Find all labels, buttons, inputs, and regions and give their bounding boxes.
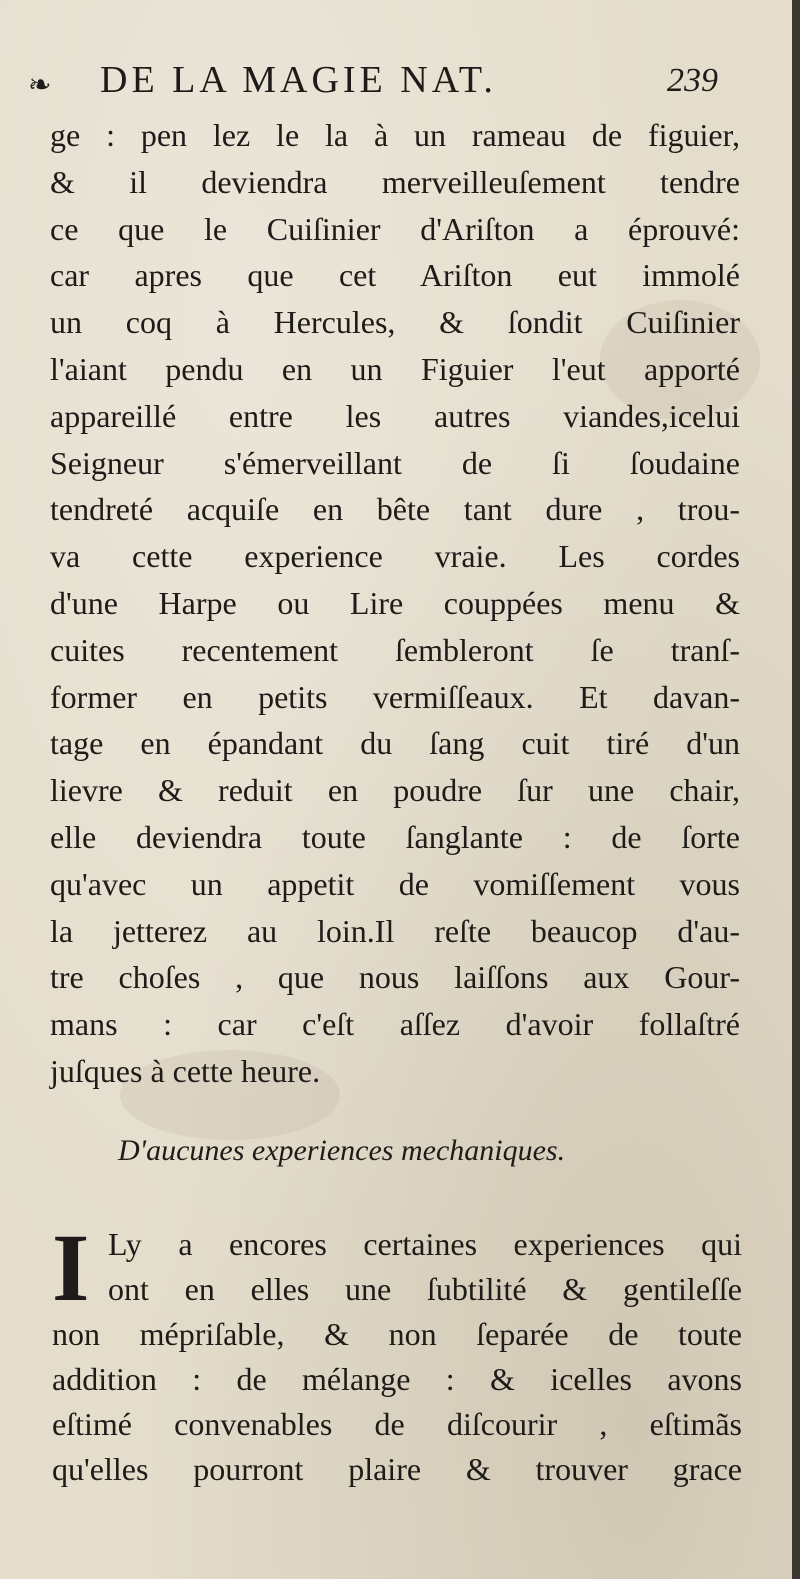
text-line: qu'elles pourront plaire & trouver grace — [52, 1451, 742, 1487]
running-header — [28, 58, 718, 108]
text-line: elle deviendra toute ſanglante : de ſorte — [50, 818, 740, 855]
section-paragraph — [52, 1214, 742, 1492]
text-line: qu'avec un appetit de vomiſſement vous — [50, 865, 740, 902]
section-heading: D'aucunes experiences mechaniques. — [118, 1134, 566, 1167]
text-line: car apres que cet Ariſton eut immolé — [50, 257, 740, 294]
text-line: tage en épandant du ſang cuit tiré d'un — [50, 725, 740, 762]
running-title: DE LA MAGIE NAT. — [100, 59, 497, 101]
text-line: mans : car c'eſt aſſez d'avoir follaſtré — [50, 1006, 740, 1043]
text-line: former en petits vermiſſeaux. Et davan- — [50, 678, 740, 715]
text-line: la jetterez au loin.Il reſte beaucop d'au- — [50, 912, 740, 949]
text-line: addition : de mélange : & icelles avons — [52, 1361, 742, 1397]
text-line: lievre & reduit en poudre ſur une chair, — [50, 772, 740, 809]
text-line: eſtimé convenables de diſcourir , eſtimãs — [52, 1406, 742, 1442]
text-line: d'une Harpe ou Lire couppées menu & — [50, 584, 740, 621]
text-line: un coq à Hercules, & ſondit Cuiſinier — [50, 304, 740, 341]
text-line: juſques à cette heure. — [50, 1052, 321, 1089]
text-line: tre choſes , que nous laiſſons aux Gour- — [50, 959, 740, 996]
text-line: va cette experience vraie. Les cordes — [50, 538, 740, 575]
text-line: l'aiant pendu en un Figuier l'eut apporté — [50, 350, 740, 387]
text-line: Ly a encores certaines experiences qui — [108, 1226, 742, 1262]
text-line: ont en elles une ſubtilité & gentileſſe — [108, 1271, 742, 1307]
text-line: cuites recentement ſembleront ſe tranſ- — [50, 631, 740, 668]
text-line: ge : pen lez le la à un rameau de figuier, — [50, 117, 740, 153]
text-line: non mépriſable, & non ſeparée de toute — [52, 1316, 742, 1352]
text-line: & il deviendra merveilleuſement tendre — [50, 163, 740, 200]
text-line: Seigneur s'émerveillant de ſi ſoudaine — [50, 444, 740, 481]
page-edge — [792, 0, 800, 1579]
drop-capital: I — [52, 1214, 90, 1321]
fleuron-mark: ❧ — [28, 70, 52, 101]
paragraph-1 — [50, 112, 740, 1095]
text-line: tendreté acquiſe en bête tant dure , trou- — [50, 491, 740, 528]
page-number: 239 — [667, 62, 718, 99]
text-line: ce que le Cuiſinier d'Ariſton a éprouvé: — [50, 210, 740, 247]
text-line: appareillé entre les autres viandes,icelui — [50, 397, 740, 434]
